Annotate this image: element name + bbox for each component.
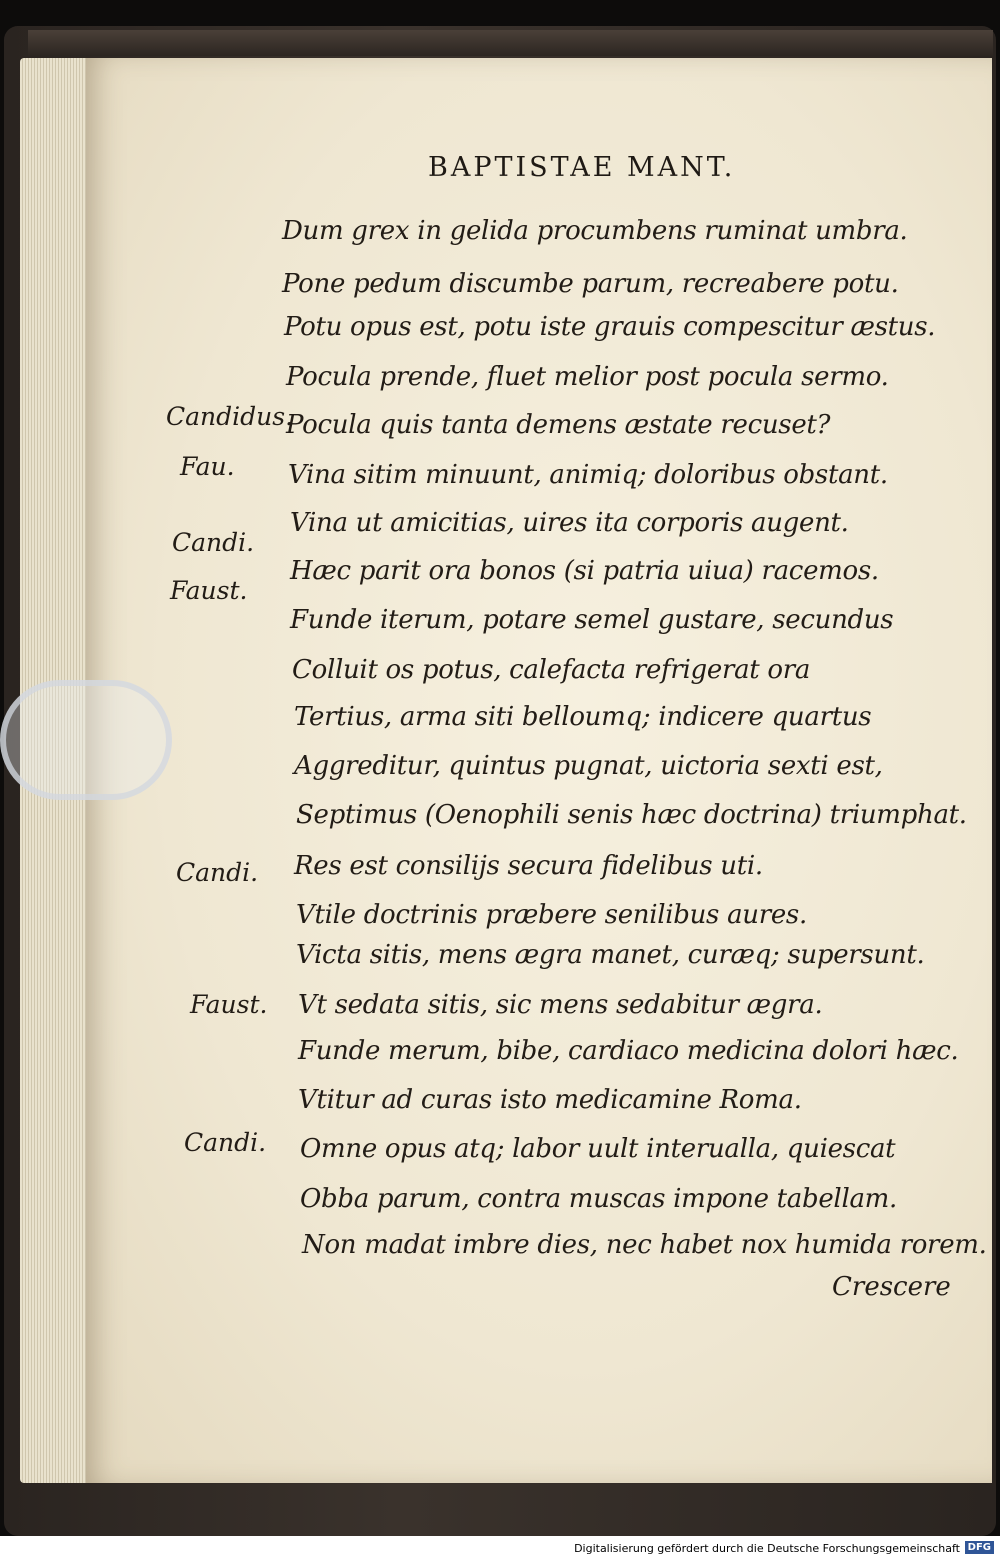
verse-line: Res est consilijs secura fidelibus uti. [294,851,763,881]
verse-line: Colluit os potus, calefacta refrigerat ora [292,655,811,685]
verse-line: Omne opus atq; labor uult interualla, quiescat [300,1134,896,1164]
speaker-label: Faust. [190,990,268,1019]
speaker-label: Candi. [184,1128,267,1157]
footer-credit: Digitalisierung gefördert durch die Deutsche Forschungsgemeinschaft [574,1542,960,1555]
catchword: Crescere [832,1272,951,1302]
verse-line: Septimus (Oenophili senis hæc doctrina) triumphat. [296,800,967,830]
verse-line: Vtile doctrinis præbere senilibus aures. [296,900,807,930]
verse-line: Pone pedum discumbe parum, recreabere potu. [282,269,899,299]
verse-line: Vtitur ad curas isto medicamine Roma. [298,1085,802,1115]
verse-line: Aggreditur, quintus pugnat, uictoria sexti est, [294,751,883,781]
speaker-label: Candi. [176,858,259,887]
verse-line: Potu opus est, potu iste grauis compescitur æstus. [284,312,936,342]
dfg-logo: DFG [965,1541,994,1554]
verse-line: Tertius, arma siti belloumq; indicere quartus [294,702,872,732]
verse-line: Funde iterum, potare semel gustare, secundus [290,605,894,635]
verse-line: Funde merum, bibe, cardiaco medicina dolori hæc. [298,1036,959,1066]
verse-line: Non madat imbre dies, nec habet nox humida rorem. [302,1230,987,1260]
footer-bar [0,1536,1000,1561]
verse-line: Victa sitis, mens ægra manet, curæq; supersunt. [296,940,925,970]
verse-line: Vina sitim minuunt, animiq; doloribus obstant. [288,460,888,490]
verse-line: Obba parum, contra muscas impone tabellam. [300,1184,897,1214]
verse-line: Vt sedata sitis, sic mens sedabitur ægra. [298,990,823,1020]
speaker-label: Candi. [172,528,255,557]
speaker-label: Candidus. [166,402,294,431]
verse-line: Hæc parit ora bonos (si patria uiua) racemos. [290,556,879,586]
verse-line: Dum grex in gelida procumbens ruminat umbra. [282,216,908,246]
speaker-label: Fau. [180,452,235,481]
verse-line: Pocula quis tanta demens æstate recuset? [286,410,831,440]
speaker-label: Faust. [170,576,248,605]
page-clip [0,680,172,800]
cover-top-band [28,30,993,56]
running-head: BAPTISTAE MANT. [428,152,736,183]
verse-line: Vina ut amicitias, uires ita corporis augent. [290,508,849,538]
verse-line: Pocula prende, fluet melior post pocula sermo. [286,362,889,392]
